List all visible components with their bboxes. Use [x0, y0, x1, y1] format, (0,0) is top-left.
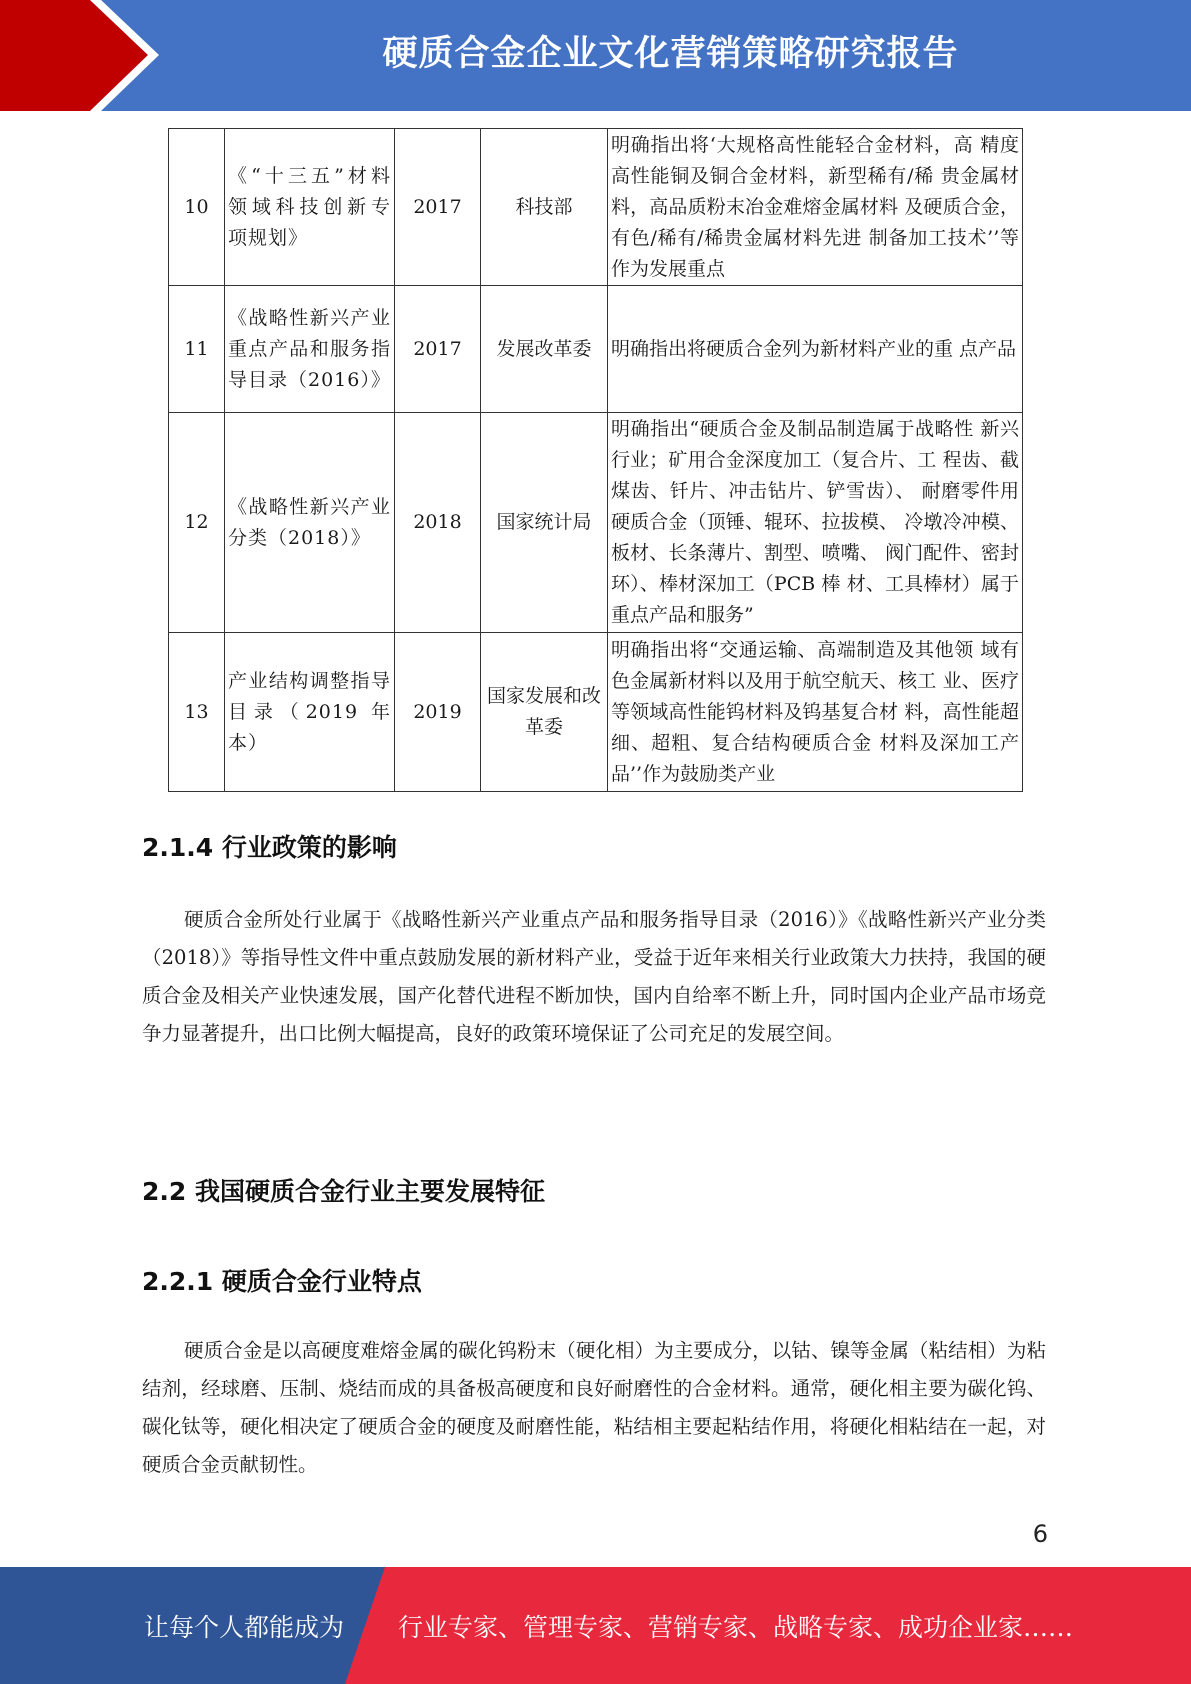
- policy-name: 《战略性新兴产业重点产品和服务指导目录（2016）》: [225, 286, 395, 413]
- section-paragraph-2-2-1: 硬质合金是以高硬度难熔金属的碳化钨粉末（硬化相）为主要成分，以钴、镍等金属（粘结相）为粘结剂，经球磨、压制、烧结而成的具备极高硬度和良好耐磨性的合金材料。通常，硬化相主要为碳化钨、碳化钛等，硬化相决定了硬质合金的硬度及耐磨性能，粘结相主要起粘结作用，将硬化相粘结在一起，对硬质合金贡献韧性。: [142, 1339, 1046, 1476]
- policy-year: 2017: [395, 129, 481, 286]
- policy-year: 2018: [395, 413, 481, 633]
- policy-department: 科技部: [481, 129, 608, 286]
- policy-description: 明确指出“硬质合金及制品制造属于战略性 新兴行业；矿用合金深度加工（复合片、工 程齿、截煤齿、钎片、冲击钻片、铲雪齿）、 耐磨零件用硬质合金（顶锤、辊环、拉拔模、 冷墩冷冲模、板材、长条薄片、割型、喷嘴、 阀门配件、密封环）、棒材深加工（PCB 棒 材、工具棒材）属于重点产品和服务”: [608, 413, 1023, 633]
- section-heading-2-2: 2.2 我国硬质合金行业主要发展特征: [142, 1177, 545, 1206]
- policy-department: 国家发展和改革委: [481, 633, 608, 792]
- table-row: [169, 129, 1023, 286]
- page-header: [0, 0, 1191, 111]
- row-number: 13: [169, 633, 225, 792]
- table-row: [169, 286, 1023, 413]
- table-row: [169, 413, 1023, 633]
- page-footer: [0, 1567, 1191, 1684]
- section-heading-2-2-1: 2.2.1 硬质合金行业特点: [142, 1267, 422, 1296]
- policy-description: 明确指出将‘大规格高性能轻合金材料，高 精度高性能铜及铜合金材料，新型稀有/稀 贵金属材料，高品质粉末冶金难熔金属材料 及硬质合金，有色/稀有/稀贵金属材料先进 制备加工技术’’等作为发展重点: [608, 129, 1023, 286]
- row-number: 10: [169, 129, 225, 286]
- policy-name: 产业结构调整指导目录（2019 年本）: [225, 633, 395, 792]
- policy-name: 《“十三五”材料 领域科技创新专 项规划》: [225, 129, 395, 286]
- policy-department: 发展改革委: [481, 286, 608, 413]
- table-row: [169, 633, 1023, 792]
- report-title: 硬质合金企业文化营销策略研究报告: [382, 34, 959, 74]
- row-number: 12: [169, 413, 225, 633]
- section-paragraph-2-1-4: 硬质合金所处行业属于《战略性新兴产业重点产品和服务指导目录（2016）》《战略性新兴产业分类（2018）》等指导性文件中重点鼓励发展的新材料产业，受益于近年来相关行业政策大力扶持，我国的硬质合金及相关产业快速发展，国产化替代进程不断加快，国内自给率不断上升，同时国内企业产品市场竞争力显著提升，出口比例大幅提高，良好的政策环境保证了公司充足的发展空间。: [142, 908, 1046, 1045]
- policy-description: 明确指出将“交通运输、高端制造及其他领 域有色金属新材料以及用于航空航天、核工 业、医疗等领域高性能钨材料及钨基复合材 料，高性能超细、超粗、复合结构硬质合金 材料及深加工产品’’作为鼓励类产业: [608, 633, 1023, 792]
- policy-description: 明确指出将硬质合金列为新材料产业的重 点产品: [608, 286, 1023, 413]
- row-number: 11: [169, 286, 225, 413]
- policy-department: 国家统计局: [481, 413, 608, 633]
- page-number: 6: [1032, 1520, 1048, 1548]
- policy-table: [168, 128, 1023, 792]
- policy-year: 2017: [395, 286, 481, 413]
- policy-year: 2019: [395, 633, 481, 792]
- section-heading-2-1-4: 2.1.4 行业政策的影响: [142, 833, 397, 862]
- footer-slogan-left: 让每个人都能成为: [144, 1613, 345, 1642]
- policy-name: 《战略性新兴产业分类（2018）》: [225, 413, 395, 633]
- footer-slogan-right: 行业专家、管理专家、营销专家、战略专家、成功企业家……: [398, 1613, 1074, 1642]
